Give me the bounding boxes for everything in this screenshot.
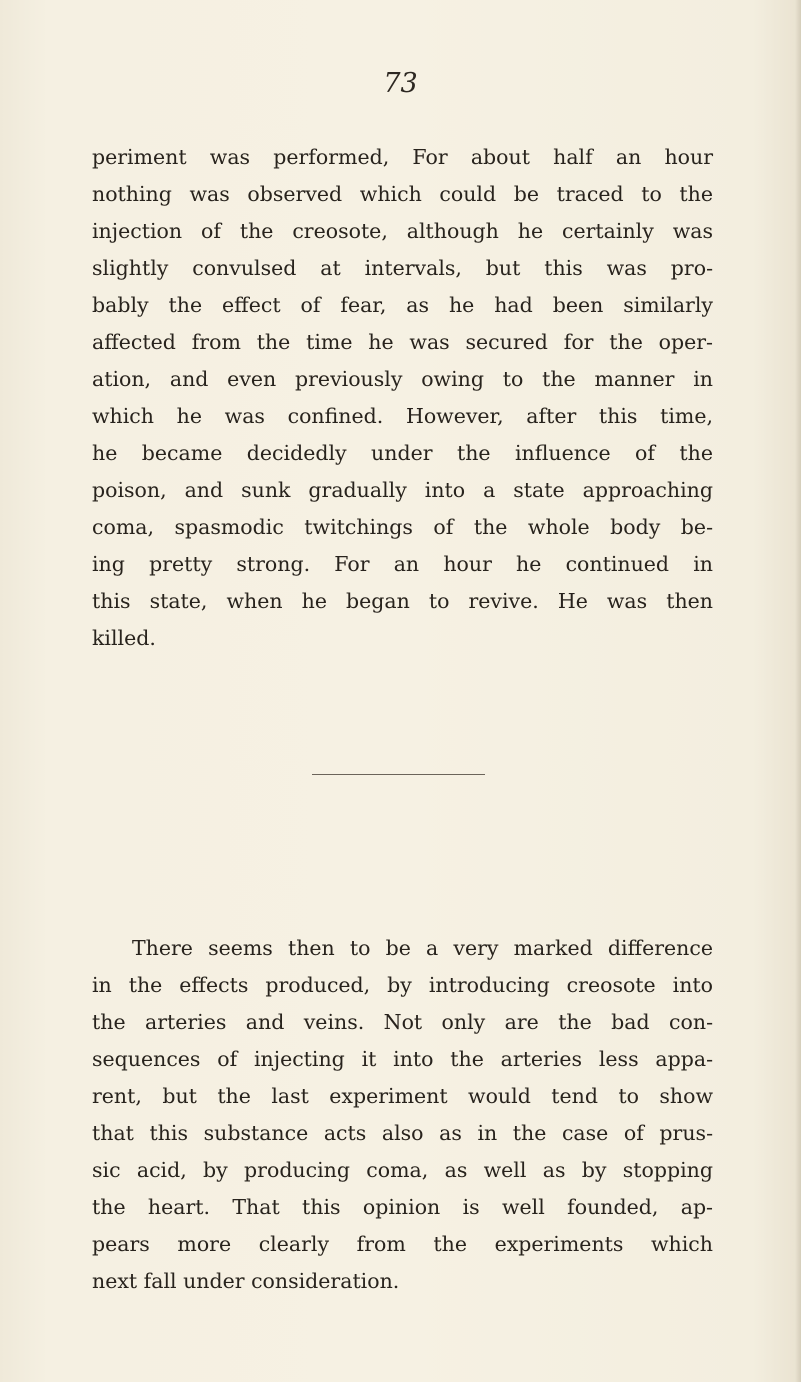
text-line: nothing was observed which could be traced to the: [92, 182, 713, 206]
text-line: the arteries and veins. Not only are the bad con-: [92, 1010, 713, 1034]
text-line: he became decidedly under the influence of the: [92, 441, 713, 465]
text-line: periment was performed, For about half an hour: [92, 145, 713, 169]
text-line: ing pretty strong. For an hour he continued in: [92, 552, 713, 576]
text-line: There seems then to be a very marked difference: [132, 936, 713, 960]
text-line: ation, and even previously owing to the manner in: [92, 367, 713, 391]
text-line: pears more clearly from the experiments which: [92, 1232, 713, 1256]
text-line: sequences of injecting it into the arteries less appa-: [92, 1047, 713, 1071]
text-line: poison, and sunk gradually into a state approaching: [92, 478, 713, 502]
text-line: bably the effect of fear, as he had been similarly: [92, 293, 713, 317]
text-line: killed.: [92, 626, 156, 650]
text-line: affected from the time he was secured for the oper-: [92, 330, 713, 354]
text-line: next fall under consideration.: [92, 1269, 400, 1293]
text-line: the heart. That this opinion is well founded, ap-: [92, 1195, 713, 1219]
text-line: in the effects produced, by introducing creosote into: [92, 973, 713, 997]
text-line: this state, when he began to revive. He was then: [92, 589, 713, 613]
paragraph-2: [92, 930, 713, 1300]
text-line: sic acid, by producing coma, as well as by stopping: [92, 1158, 713, 1182]
text-line: which he was confined. However, after this time,: [92, 404, 713, 428]
text-line: that this substance acts also as in the case of prus-: [92, 1121, 713, 1145]
text-line: rent, but the last experiment would tend to show: [92, 1084, 713, 1108]
text-line: coma, spasmodic twitchings of the whole body be-: [92, 515, 713, 539]
page-number: 73: [383, 68, 418, 99]
text-line: injection of the creosote, although he certainly was: [92, 219, 713, 243]
text-line: slightly convulsed at intervals, but this was pro-: [92, 256, 713, 280]
paragraph-1: [92, 139, 713, 657]
section-divider: [312, 774, 485, 775]
page-edge-shadow: [795, 0, 801, 1382]
